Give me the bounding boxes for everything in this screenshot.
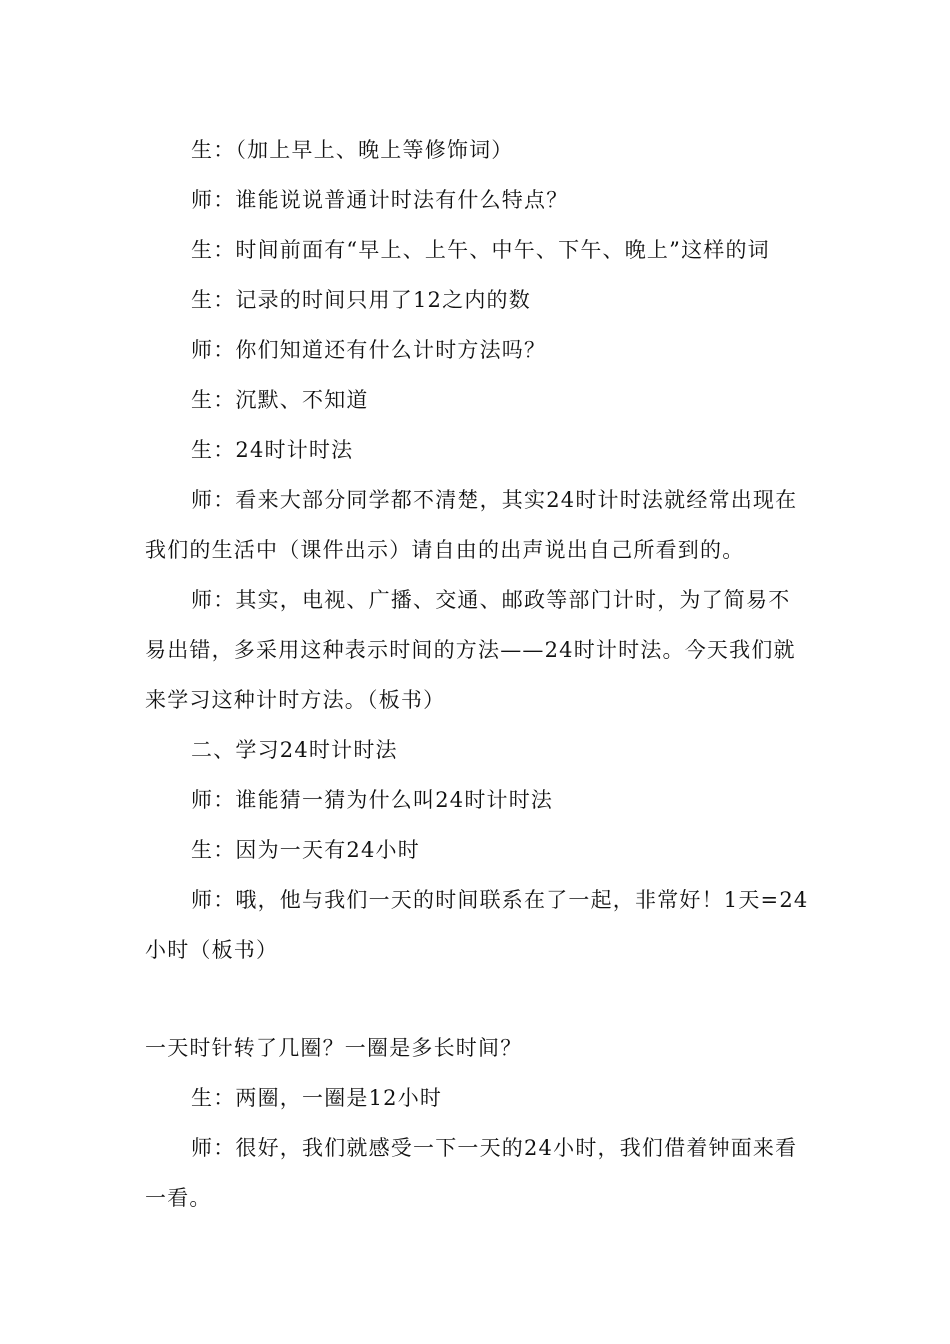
text-line: 生：因为一天有24小时 <box>191 838 420 862</box>
text-line: 师：你们知道还有什么计时方法吗？ <box>191 338 547 362</box>
text-line: 生：记录的时间只用了12之内的数 <box>191 288 531 312</box>
text-line: 生：沉默、不知道 <box>191 388 369 412</box>
text-line: 师：很好，我们就感受一下一天的24小时，我们借着钟面来看 <box>191 1136 798 1160</box>
text-line: 小时（板书） <box>145 938 279 962</box>
text-line: 师：其实，电视、广播、交通、邮政等部门计时，为了简易不 <box>191 588 791 612</box>
text-line: 我们的生活中（课件出示）请自由的出声说出自己所看到的。 <box>145 538 745 562</box>
text-line: 师：看来大部分同学都不清楚，其实24时计时法就经常出现在 <box>191 488 798 512</box>
text-line: 师：谁能说说普通计时法有什么特点？ <box>191 188 569 212</box>
text-line: 师：谁能猜一猜为什么叫24时计时法 <box>191 788 554 812</box>
text-line: 一天时针转了几圈？一圈是多长时间？ <box>145 1036 523 1060</box>
text-line: 师：哦，他与我们一天的时间联系在了一起，非常好！1天=24 <box>191 888 809 912</box>
section-heading: 二、学习24时计时法 <box>191 738 398 762</box>
text-line: 生：时间前面有“早上、上午、中午、下午、晚上”这样的词 <box>191 238 770 262</box>
text-line: 来学习这种计时方法。（板书） <box>145 688 446 712</box>
text-line: 易出错，多采用这种表示时间的方法——24时计时法。今天我们就 <box>145 638 796 662</box>
text-line: 一看。 <box>145 1186 212 1210</box>
text-line: 生：两圈，一圈是12小时 <box>191 1086 443 1110</box>
text-line: 生：（加上早上、晚上等修饰词） <box>191 138 514 162</box>
text-line: 生：24时计时法 <box>191 438 354 462</box>
